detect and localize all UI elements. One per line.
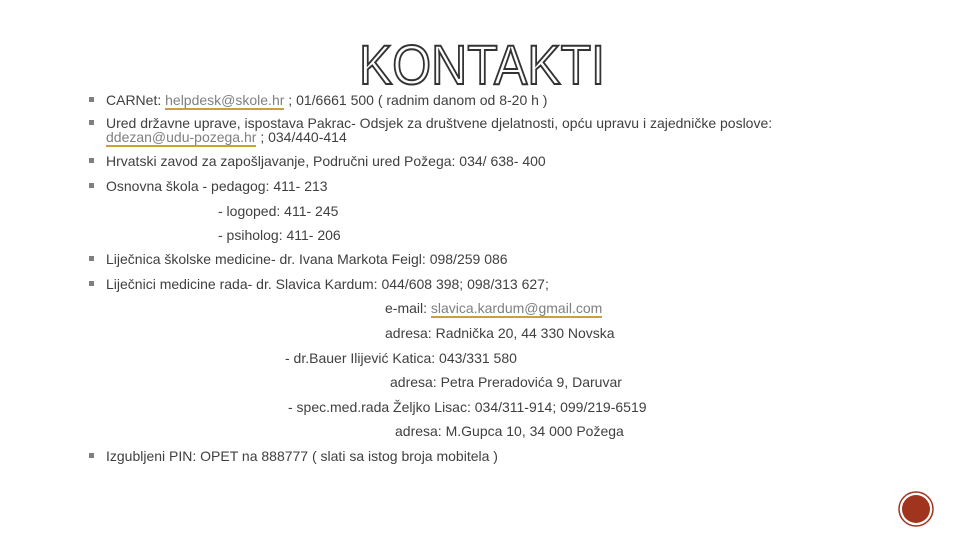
kardum-address: adresa: Radnička 20, 44 330 Novska	[385, 325, 615, 341]
bullet-icon	[89, 453, 94, 458]
lisac-text: - spec.med.rada Željko Lisac: 034/311-914; 099/219-6519	[288, 399, 647, 415]
psiholog-text: - psiholog: 411- 206	[218, 227, 341, 243]
bullet-icon	[89, 158, 94, 163]
kardum-email-link[interactable]: slavica.kardum@gmail.com	[430, 300, 603, 316]
bullet-icon	[89, 97, 94, 102]
list-item-carnet	[106, 92, 547, 108]
list-item-pin	[106, 448, 498, 464]
page-title	[356, 38, 608, 92]
slide-badge-icon	[897, 490, 935, 528]
carnet-info: ; 01/6661 500 ( radnim danom od 8-20 h )	[284, 92, 548, 108]
pin-text: Izgubljeni PIN: OPET na 888777 ( slati sa istog broja mobitela )	[106, 448, 498, 464]
page-title-text: KONTAKTI	[359, 38, 605, 92]
bauer-address-line	[390, 374, 622, 390]
logoped-line	[218, 203, 338, 219]
ured-phone: ; 034/440-414	[256, 129, 347, 145]
list-item-skola	[106, 178, 328, 194]
bullet-icon	[89, 120, 94, 125]
bullet-icon	[89, 256, 94, 261]
lisac-line	[288, 399, 647, 415]
kardum-address-line	[385, 325, 615, 341]
kardum-email-line	[385, 300, 602, 316]
lijecnici-text: Liječnici medicine rada- dr. Slavica Kardum: 044/608 398; 098/313 627;	[106, 276, 549, 292]
bullet-icon	[89, 183, 94, 188]
list-item-lijecnica	[106, 251, 508, 267]
list-item-lijecnici	[106, 276, 549, 292]
logoped-text: - logoped: 411- 245	[218, 203, 339, 219]
psiholog-line	[218, 227, 341, 243]
pedagog-text: Osnovna škola - pedagog: 411- 213	[106, 178, 328, 194]
email-label: e-mail:	[385, 300, 431, 316]
ured-email-link[interactable]: ddezan@udu-pozega.hr	[106, 129, 257, 145]
bauer-line	[285, 350, 517, 366]
bauer-address: adresa: Petra Preradovića 9, Daruvar	[390, 374, 622, 390]
list-item-ured-contact	[106, 129, 347, 145]
carnet-email-link[interactable]: helpdesk@skole.hr	[165, 92, 285, 108]
lisac-address: adresa: M.Gupca 10, 34 000 Požega	[395, 423, 624, 439]
carnet-label: CARNet:	[106, 92, 166, 108]
lijecnica-text: Liječnica školske medicine- dr. Ivana Markota Feigl: 098/259 086	[106, 251, 508, 267]
bullet-icon	[89, 281, 94, 286]
ured-text: Ured državne uprave, ispostava Pakrac- Odsjek za društvene djelatnosti, opću upravu i zajedničke poslove:	[106, 115, 773, 131]
lisac-address-line	[395, 423, 624, 439]
hzz-text: Hrvatski zavod za zapošljavanje, Područni ured Požega: 034/ 638- 400	[106, 153, 546, 169]
bauer-text: - dr.Bauer Ilijević Katica: 043/331 580	[285, 350, 517, 366]
list-item-hzz	[106, 153, 546, 169]
